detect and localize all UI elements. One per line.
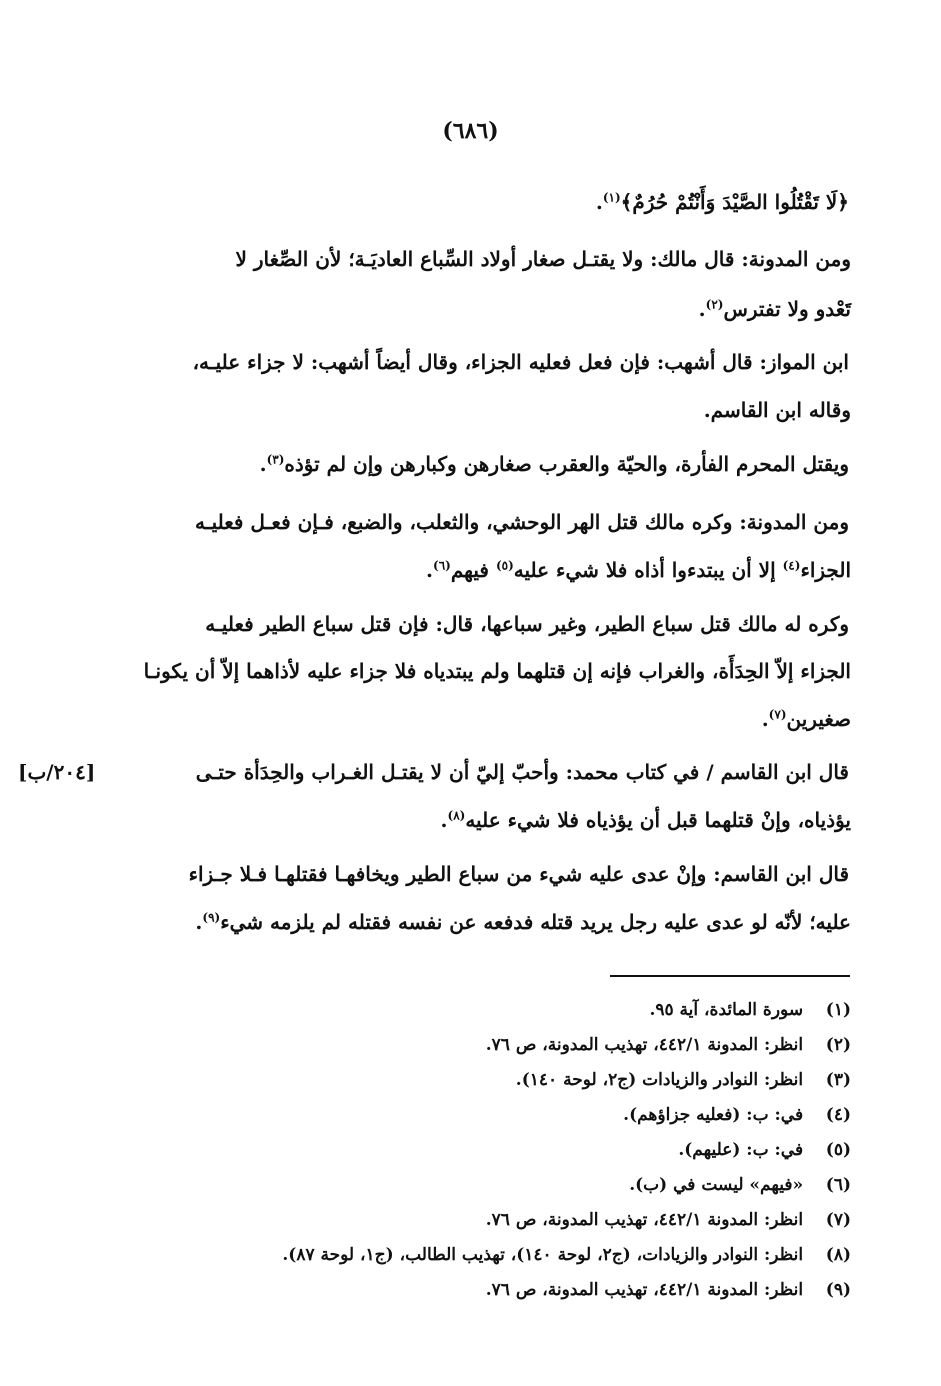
footnote-text: في: ب: (عليهم). [678,1140,804,1160]
line-tail: . [426,558,434,582]
footnote-number: (٩) [825,1280,851,1300]
footnote-text: «فيهم» ليست في (ب). [629,1175,804,1195]
paragraph-line: وكره له مالك قتل سباع الطير، وغير سباعها، قال: فإن قتل سباع الطير فعليـه [205,612,849,636]
footnote-text: انظر: المدونة ٤٤٢/١، تهذيب المدونة، ص ٧٦. [485,1210,804,1230]
line-tail: . [698,297,706,321]
quran-verse-line [596,190,849,214]
footnote-ref-2[interactable]: (٢) [705,297,724,312]
line-tail: . [595,190,603,214]
footnote-text: انظر: المدونة ٤٤٢/١، تهذيب المدونة، ص ٧٦. [485,1280,804,1300]
footnote-number: (١) [825,1000,851,1020]
footnote-number: (٨) [825,1245,851,1265]
page-number: (٦٨٦) [442,118,499,144]
footnote-ref-7[interactable]: (٧) [768,707,787,722]
paragraph-line [441,808,851,832]
paragraph-line [762,707,851,731]
paragraph-line: قال ابن القاسم / في كتاب محمد: وأحبّ إليّ أن لا يقتـل الغـراب والحِدَأة حتـى [195,760,849,784]
verse-text: ﴿لَا تَقْتُلُوا الصَّيْدَ وَأَنْتُمْ حُرُمٌ﴾ [620,190,849,214]
footnote-ref-3[interactable]: (٣) [266,452,285,467]
paragraph-line [426,558,851,582]
footnote-item [623,1105,851,1125]
line-text: عليه؛ لأنّه لو عدى عليه رجل يريد قتله فدفعه عن نفسه فقتله لم يلزمه شيء [220,910,851,934]
footnote-text: انظر: النوادر والزيادات (ج٢، لوحة ١٤٠). [515,1070,804,1090]
footnote-text: سورة المائدة، آية ٩٥. [649,1000,804,1020]
line-text: صغيرين [786,707,851,731]
paragraph-line: وقاله ابن القاسم. [703,398,851,422]
paragraph-line: ومن المدونة: قال مالك: ولا يقتـل صغار أولاد السِّباع العاديَـة؛ لأن الصِّغار لا [235,247,851,271]
footnote-item [486,1035,851,1055]
footnote-item [649,1000,851,1020]
paragraph-line: الجزاء إلاّ الحِدَأَة، والغراب فإنه إن قتلهما ولم يبتدياه فلا جزاء عليه لأذاهما إلاّ أن يكونـا [143,659,851,683]
footnote-number: (٦) [825,1175,851,1195]
footnote-number: (٣) [825,1070,851,1090]
paragraph-line [699,297,851,321]
paragraph-line: قال ابن القاسم: وإنْ عدى عليه شيء من سباع الطير ويخافهـا فقتلهـا فـلا جـزاء [188,862,849,886]
footnote-separator [610,975,850,977]
footnote-item [516,1070,851,1090]
line-tail: . [195,910,203,934]
footnote-item [486,1210,851,1230]
footnote-ref-6[interactable]: (٦) [433,558,451,573]
footnote-text: انظر: المدونة ٤٤٢/١، تهذيب المدونة، ص ٧٦. [485,1035,804,1055]
footnote-ref-8[interactable]: (٨) [447,808,466,823]
footnote-number: (٧) [825,1210,851,1230]
footnote-item [629,1175,851,1195]
line-text: يؤذياه، وإنْ قتلهما قبل أن يؤذياه فلا شيء عليه [465,808,851,832]
footnote-item [282,1245,851,1265]
footnote-text: في: ب: (فعليه جزاؤهم). [623,1105,804,1125]
line-text: إلا أن يبتدءوا أذاه فلا شيء عليه [513,558,783,582]
line-tail: . [440,808,448,832]
footnote-item [486,1280,851,1300]
line-tail: . [761,707,769,731]
footnote-ref-4[interactable]: (٤) [782,558,801,573]
footnote-text: انظر: النوادر والزيادات، (ج٢، لوحة ١٤٠)، تهذيب الطالب، (ج١، لوحة ٨٧). [282,1245,804,1265]
folio-margin-note: [٢٠٤/ب] [18,760,96,784]
footnote-number: (٤) [825,1105,851,1125]
line-tail: . [259,452,267,476]
paragraph-line [260,452,849,476]
paragraph-line: ومن المدونة: وكره مالك قتل الهر الوحشي، والثعلب، والضبع، فـإن فعـل فعليـه [195,510,849,534]
paragraph-line [195,910,851,934]
line-text: فيهم [450,558,496,582]
line-text: الجزاء [800,558,851,582]
line-text: ويقتل المحرم الفأرة، والحيّة والعقرب صغارهن وكبارهن وإن لم تؤذه [284,452,849,476]
footnote-ref-5[interactable]: (٥) [495,558,514,573]
footnote-number: (٥) [825,1140,851,1160]
footnote-ref-9[interactable]: (٩) [202,910,221,925]
footnote-number: (٢) [825,1035,851,1055]
paragraph-line: ابن المواز: قال أشهب: فإن فعل فعليه الجزاء، وقال أيضاً أشهب: لا جزاء عليـه، [192,350,849,374]
line-text: تَعْدو ولا تفترس [723,297,851,321]
footnote-ref-1[interactable]: (١) [602,190,621,205]
footnote-item [678,1140,851,1160]
